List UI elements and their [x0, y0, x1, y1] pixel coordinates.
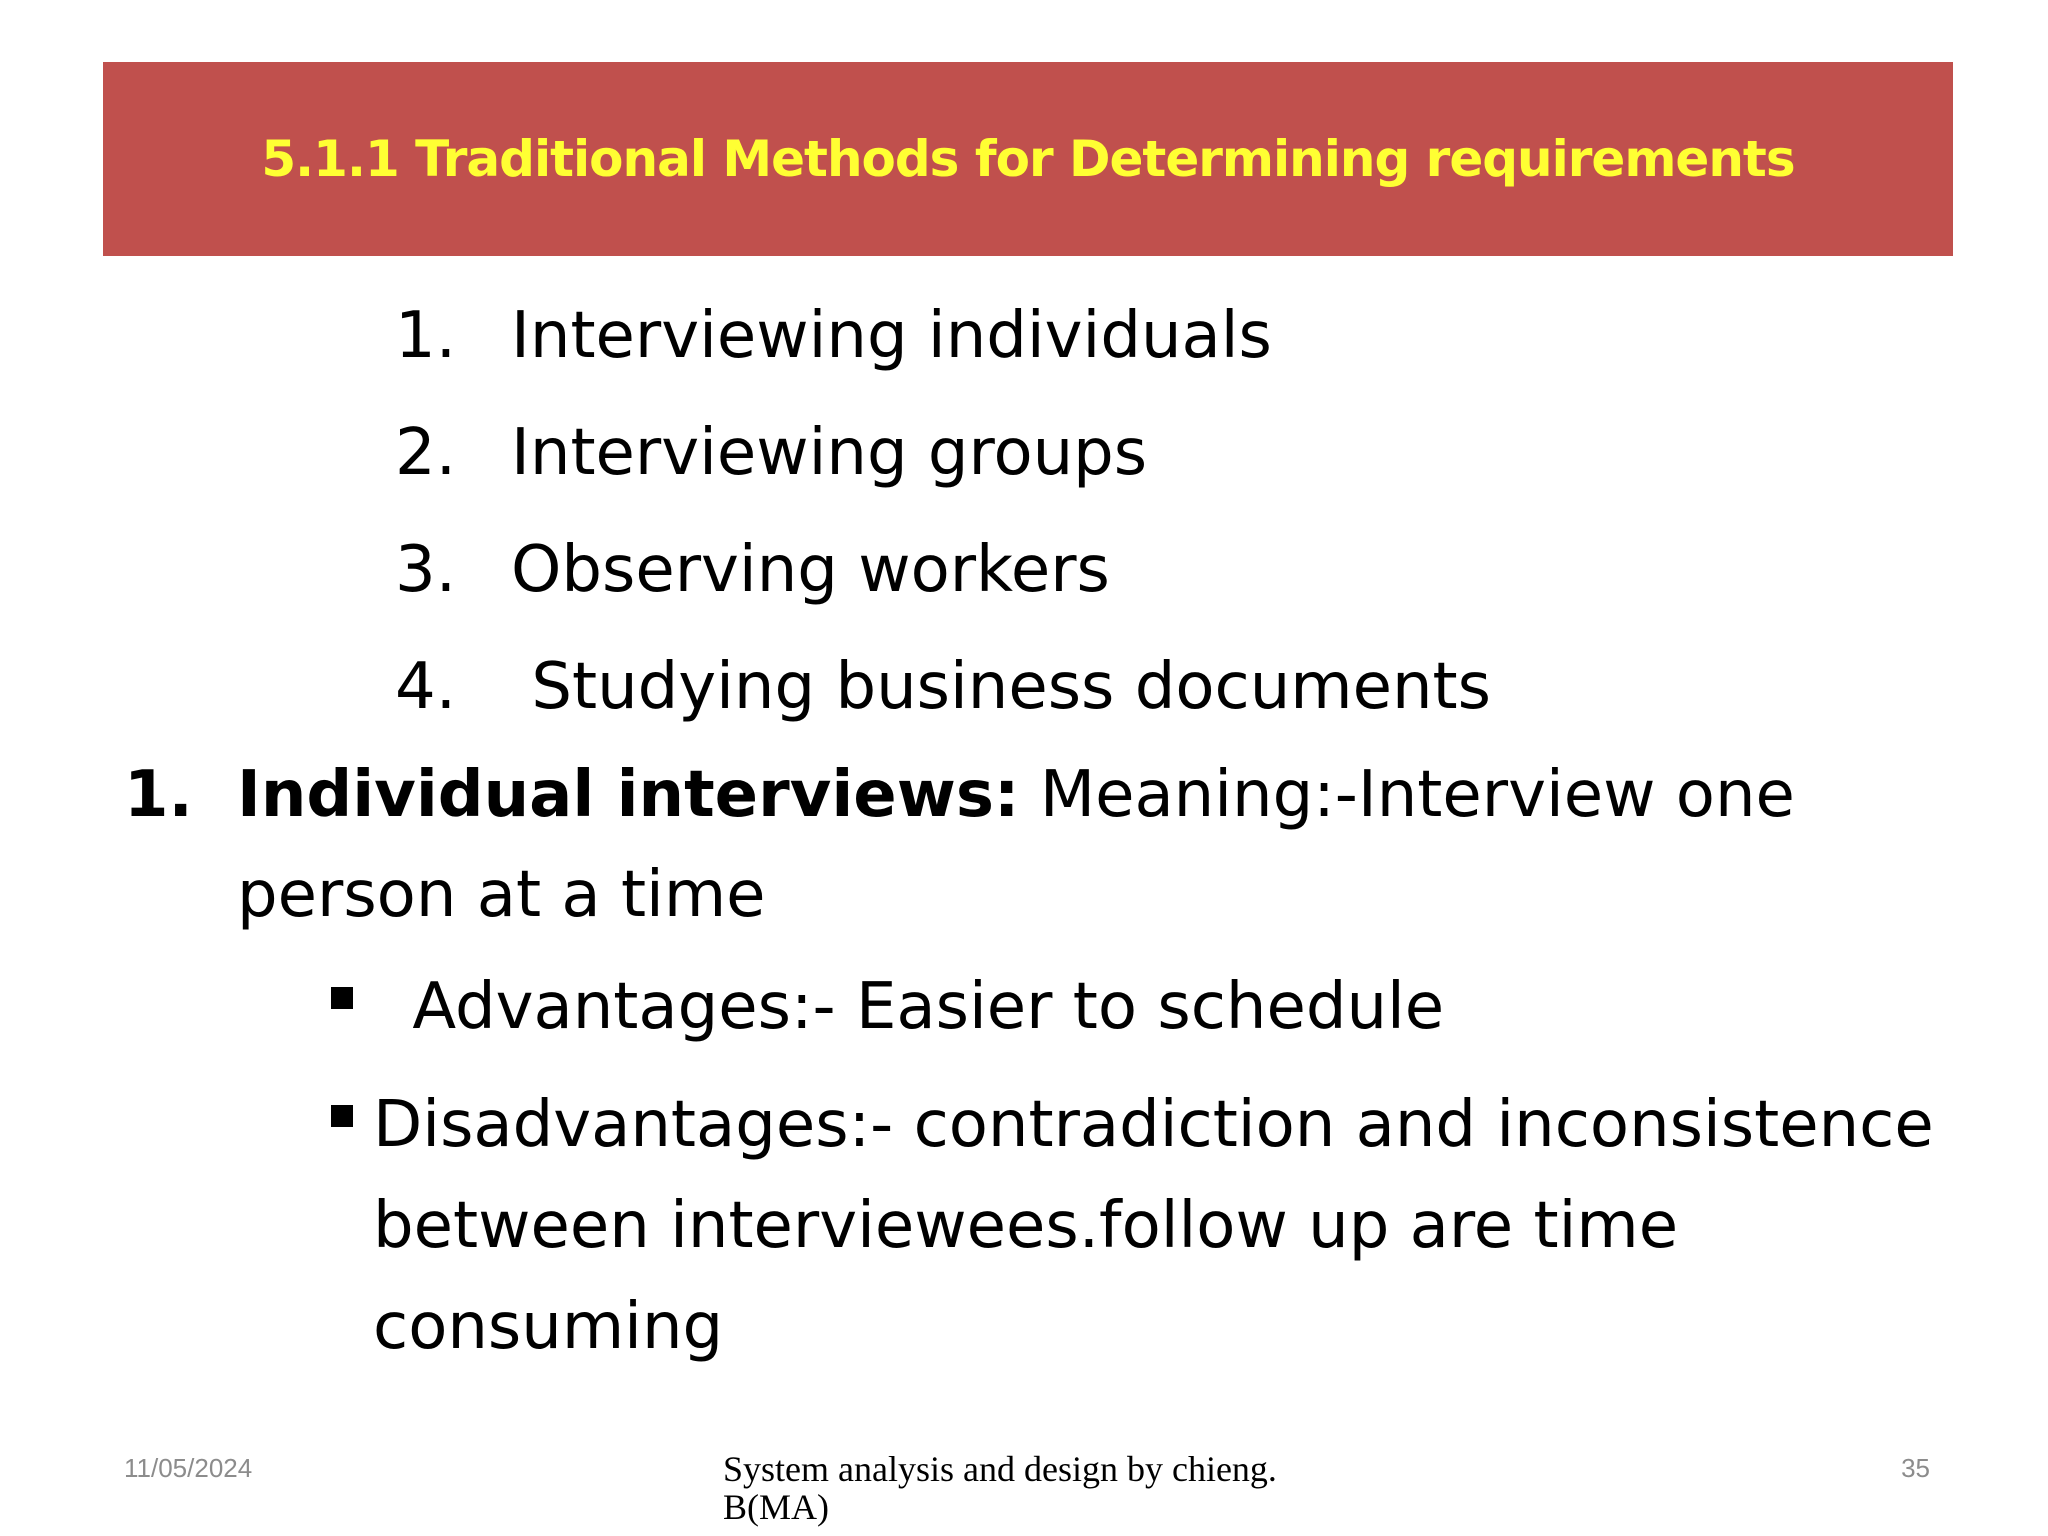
- method-label: Interviewing groups: [511, 416, 1148, 490]
- subpoint-text: Advantages:- Easier to schedule: [392, 970, 1445, 1044]
- main-list-item: [124, 745, 1924, 945]
- footer-date: 11/05/2024: [124, 1453, 253, 1483]
- main-item-text: Meaning:-Interview one person at a time: [237, 758, 1795, 932]
- subpoint-item: [325, 1075, 1965, 1378]
- footer-center-text: System analysis and design by chieng. B(MA): [723, 1449, 1277, 1527]
- method-label: Observing workers: [511, 533, 1110, 607]
- method-item: [395, 278, 1491, 395]
- square-bullet-icon: [331, 1105, 353, 1127]
- method-item: [395, 629, 1491, 746]
- slide-title: 5.1.1 Traditional Methods for Determining requirements: [261, 130, 1795, 188]
- subpoint-item: [325, 957, 1965, 1058]
- title-bar: [103, 62, 1953, 256]
- subpoints-list: [325, 957, 1965, 1378]
- method-label: Studying business documents: [511, 650, 1491, 724]
- method-item: [395, 512, 1491, 629]
- methods-list: [395, 278, 1491, 746]
- method-number: 3.: [395, 533, 457, 607]
- method-number: 4.: [395, 650, 457, 724]
- method-label: Interviewing individuals: [511, 299, 1272, 373]
- square-bullet-icon: [331, 987, 353, 1009]
- main-item-number: 1.: [124, 758, 193, 832]
- method-number: 2.: [395, 416, 457, 490]
- method-number: 1.: [395, 299, 457, 373]
- footer-page-number: 35: [1901, 1453, 1930, 1483]
- main-item-body: [237, 745, 1907, 945]
- subpoint-text: Disadvantages:- contradiction and inconsistence between interviewees.follow up are time consuming: [373, 1088, 1934, 1364]
- main-item-heading: Individual interviews:: [237, 758, 1020, 832]
- method-item: [395, 395, 1491, 512]
